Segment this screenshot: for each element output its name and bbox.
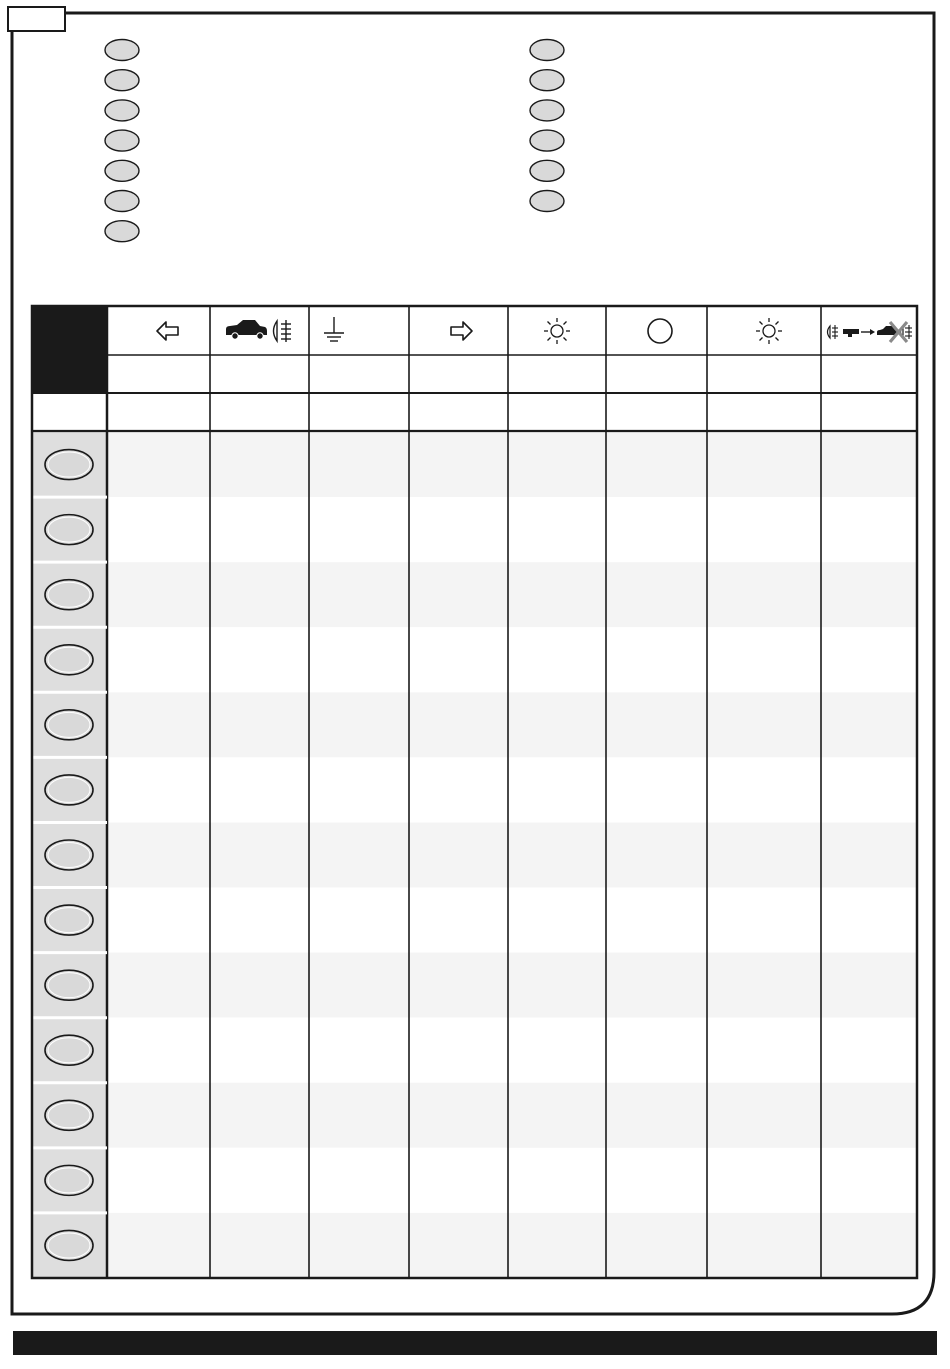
row-badge [45, 1035, 93, 1065]
row-bands [107, 432, 917, 1278]
row-band [107, 432, 917, 497]
legend-badge [530, 160, 564, 181]
legend-badge [530, 70, 564, 91]
row-badge [45, 710, 93, 740]
row-band-shade [107, 1018, 507, 1083]
legend-badge [530, 40, 564, 61]
legend-badge [105, 130, 139, 151]
row-badge [45, 515, 93, 545]
legend-badge [105, 100, 139, 121]
row-badge [45, 450, 93, 480]
row-badge [45, 645, 93, 675]
row-band-shade [107, 757, 507, 822]
row-band-shade [107, 627, 507, 692]
row-badge [45, 905, 93, 935]
header-black-block [33, 307, 107, 393]
footer-bar [13, 1331, 937, 1355]
legend-badge [105, 40, 139, 61]
legend-badge [530, 130, 564, 151]
row-band [107, 1213, 917, 1278]
page-tab [8, 7, 65, 31]
row-badge [45, 1165, 93, 1195]
row-band [107, 1083, 917, 1148]
row-band [107, 822, 917, 887]
row-badge [45, 580, 93, 610]
legend-badge [530, 100, 564, 121]
wiring-table [32, 306, 917, 1278]
legend-badge [105, 191, 139, 212]
legend-badge [530, 191, 564, 212]
row-band-shade [107, 497, 507, 562]
row-band-shade [107, 888, 507, 953]
legend-badge [105, 221, 139, 242]
row-badge [45, 970, 93, 1000]
row-band [107, 692, 917, 757]
row-band [107, 562, 917, 627]
row-badge [45, 775, 93, 805]
row-band-shade [107, 1148, 507, 1213]
row-band [107, 953, 917, 1018]
row-badge [45, 1230, 93, 1260]
legend-badge [105, 70, 139, 91]
legend-badge [105, 160, 139, 181]
row-badge [45, 1100, 93, 1130]
row-badge [45, 840, 93, 870]
